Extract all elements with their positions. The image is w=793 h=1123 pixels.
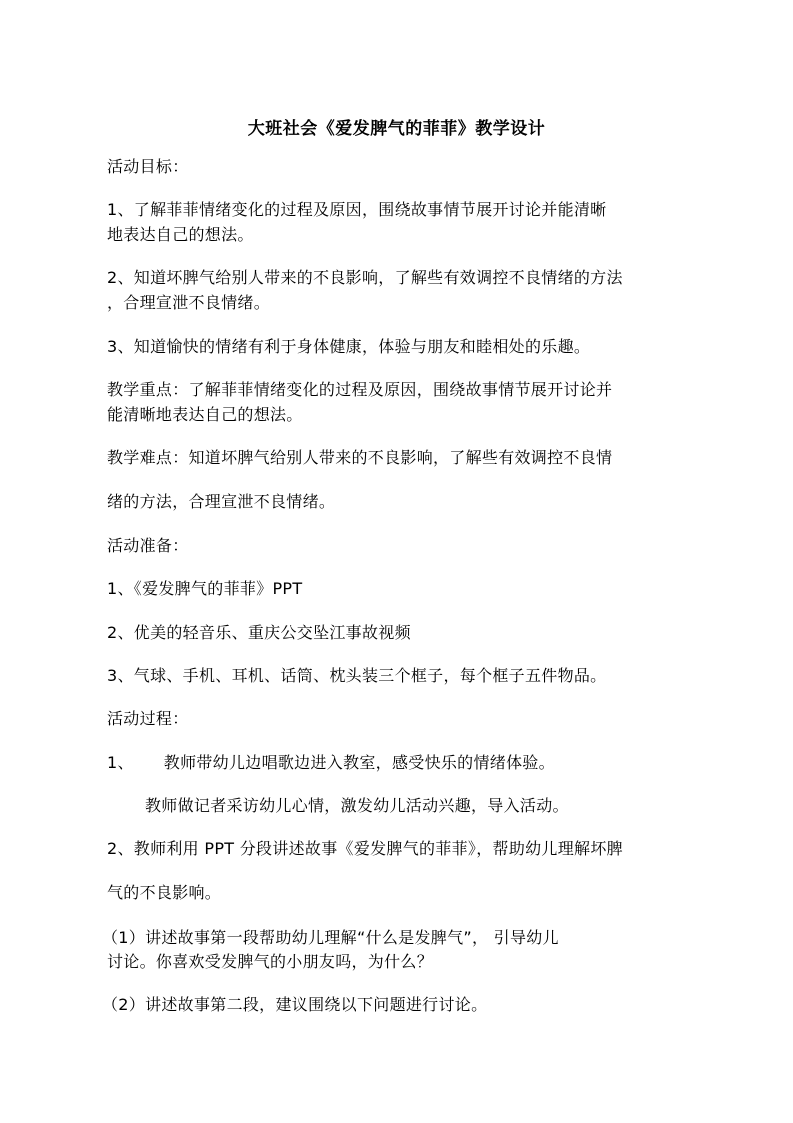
goal-2-line-1: 2、知道坏脾气给别人带来的不良影响，了解些有效调控不良情绪的方法 [107,268,623,287]
document-title: 大班社会《爱发脾气的菲菲》教学设计 [247,119,546,139]
goal-1-line-1: 1、了解菲菲情绪变化的过程及原因，围绕故事情节展开讨论并能清晰 [107,200,607,219]
teaching-difficulty-line-2: 绪的方法，合理宣泄不良情绪。 [107,492,336,511]
step-1-detail: 教师做记者采访幼儿心情，激发幼儿活动兴趣，导入活动。 [145,796,569,815]
prep-item-3: 3、气球、手机、耳机、话筒、枕头装三个框子，每个框子五件物品。 [107,666,607,685]
step-1-text: 教师带幼儿边唱歌边进入教室，感受快乐的情绪体验。 [163,753,555,772]
goal-1-line-2: 地表达自己的想法。 [107,225,254,244]
substep-2: （2）讲述故事第二段，建议围绕以下问题进行讨论。 [102,995,488,1014]
substep-1-line-1: （1）讲述故事第一段帮助幼儿理解“什么是发脾气”， 引导幼儿 [102,928,559,947]
step-2-line-2: 气的不良影响。 [107,883,222,902]
prep-item-2: 2、优美的轻音乐、重庆公交坠江事故视频 [107,623,411,642]
heading-activity-process: 活动过程： [107,709,189,728]
prep-item-1: 1、《爱发脾气的菲菲》PPT [107,579,303,598]
substep-1-line-2: 讨论。你喜欢受发脾气的小朋友吗，为什么？ [107,952,434,971]
teaching-focus-line-2: 能清晰地表达自己的想法。 [107,405,303,424]
teaching-focus-line-1: 教学重点：了解菲菲情绪变化的过程及原因，围绕故事情节展开讨论并 [107,380,613,399]
goal-3: 3、知道愉快的情绪有利于身体健康，体验与朋友和睦相处的乐趣。 [107,337,591,356]
goal-2-line-2: ，合理宣泄不良情绪。 [107,293,271,312]
heading-activity-prep: 活动准备： [107,536,189,555]
step-2-line-1: 2、教师利用 PPT 分段讲述故事《爱发脾气的菲菲》，帮助幼儿理解坏脾 [107,839,623,858]
step-1 [107,752,555,774]
teaching-difficulty-line-1: 教学难点：知道坏脾气给别人带来的不良影响，了解些有效调控不良情 [107,448,613,467]
step-1-number: 1、 [107,753,134,772]
heading-activity-goals: 活动目标： [107,157,189,176]
